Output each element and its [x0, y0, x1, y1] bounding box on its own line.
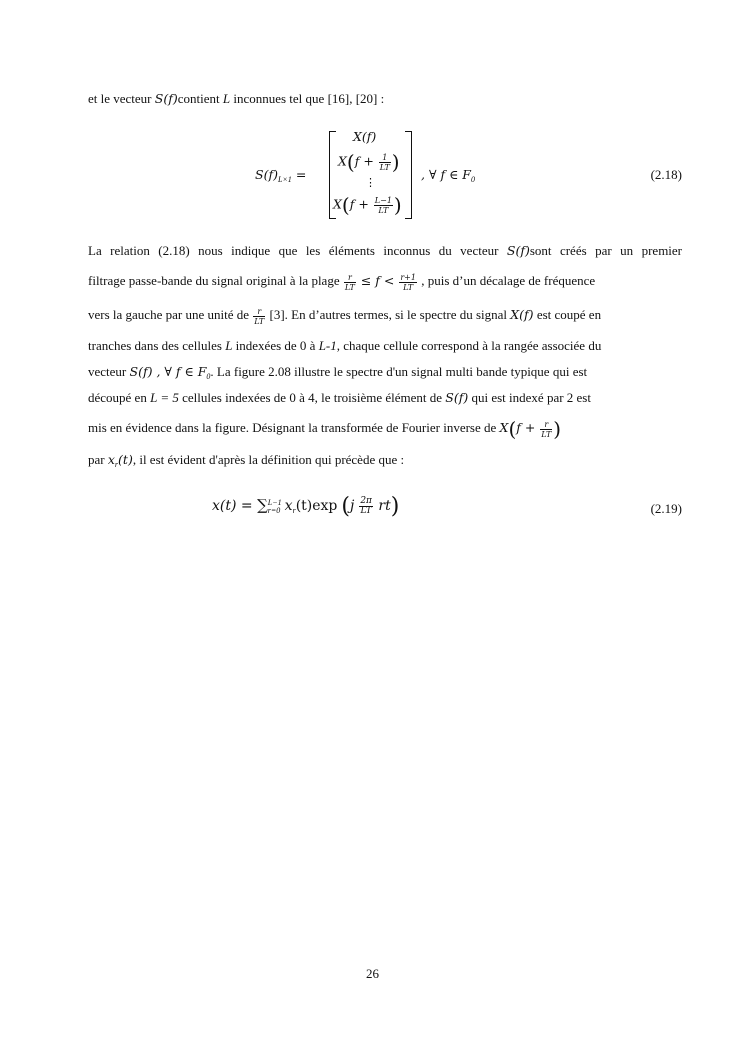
paragraph-line-3: vers la gauche par une unité de $\frac{r}{LT}$ [3]. En d’autres termes, si le spectre du signal X(f) est coupé en	[88, 306, 602, 326]
equation-condition: , ∀ f ∈ $F_0$	[421, 167, 475, 184]
equation-number-2-19: (2.19)	[650, 501, 682, 516]
equation-number-2-18: (2.18)	[650, 167, 682, 182]
paragraph-line-2: filtrage passe-bande du signal original à la plage $\frac{r}{LT}$ ≤ f < $\frac{r+1}{LT}$ , puis d’un décalage de fréquence	[88, 272, 596, 292]
matrix-dots: ⋮	[365, 176, 376, 189]
document-page: et le vecteur S(f)contient L inconnues tel que [16], [20] : $S(f)_{L\times 1}$ = X(f) X(f + $\frac{1}{LT}$ ) ⋮ X(f + $\frac{L-1}{LT}$ ) , ∀ f ∈ $F_0$ (2.18) La relation (2.18) nous indique que les éléments inconnus du vecteur S(f)sont créés par un premier filtrage passe-bande du signal original à la plage $\frac{r}{LT}$ ≤ f < $\frac{r+1}{LT}$ , puis d’un décalage de fréquence vers la gauche par une unité de $\frac{r}{LT}$ [3]. En d’autres termes, si le spectre du signal X(f) est coupé en tranches dans des cellules L indexées de 0 à L-1, chaque cellule correspond à la rangée associée du vecteur S(f) , ∀ f ∈ $F_0$. La figure 2.08 illustre le spectre d'un signal multi bande typique qui est découpé en L = 5 cellules indexées de 0 à 4, le troisième élément de S(f) qui est indexé par 2 est mis en évidence dans la figure. Désignant la transformée de Fourier inverse de X(f + $\frac{r}{LT}$ ) par $x_r(t)$, il est évident d'après la définition qui précède que : x(t) = ∑ L−1 r=0 $x_r(t)\exp$ (j $\frac{2\pi}{LT}$ rt) (2.19) 26	[0, 0, 745, 1053]
paragraph-line-4: tranches dans des cellules L indexées de 0 à L-1, chaque cellule correspond à la rangée associée du	[88, 338, 602, 353]
paragraph-line-6: découpé en L = 5 cellules indexées de 0 à 4, le troisième élément de S(f) qui est indexé par 2 est	[88, 390, 591, 405]
matrix-right-bracket	[405, 131, 412, 219]
matrix-row-4: X(f + $\frac{L-1}{LT}$ )	[333, 193, 402, 217]
page-number: 26	[366, 966, 379, 981]
paragraph-line-5: vecteur S(f) , ∀ f ∈ $F_0$. La figure 2.08 illustre le spectre d'un signal multi bande typique qui est	[88, 364, 588, 381]
paragraph-line-8: par $x_r(t)$, il est évident d'après la définition qui précède que :	[88, 452, 405, 469]
paragraph-line-7: mis en évidence dans la figure. Désignant la transformée de Fourier inverse de X(f + $\frac{r}{LT}$ )	[88, 417, 562, 442]
matrix-row-2: X(f + $\frac{1}{LT}$ )	[338, 150, 400, 174]
paragraph-line-1: La relation (2.18) nous indique que les éléments inconnus du vecteur S(f)sont créés par un premier	[88, 243, 683, 258]
matrix-row-1: X(f)	[353, 129, 377, 144]
intro-line: et le vecteur S(f)contient L inconnues tel que [16], [20] :	[88, 91, 385, 106]
equation-2-19: x(t) = ∑ L−1 r=0 $x_r(t)\exp$ (j $\frac{2\pi}{LT}$ rt)	[212, 494, 400, 519]
